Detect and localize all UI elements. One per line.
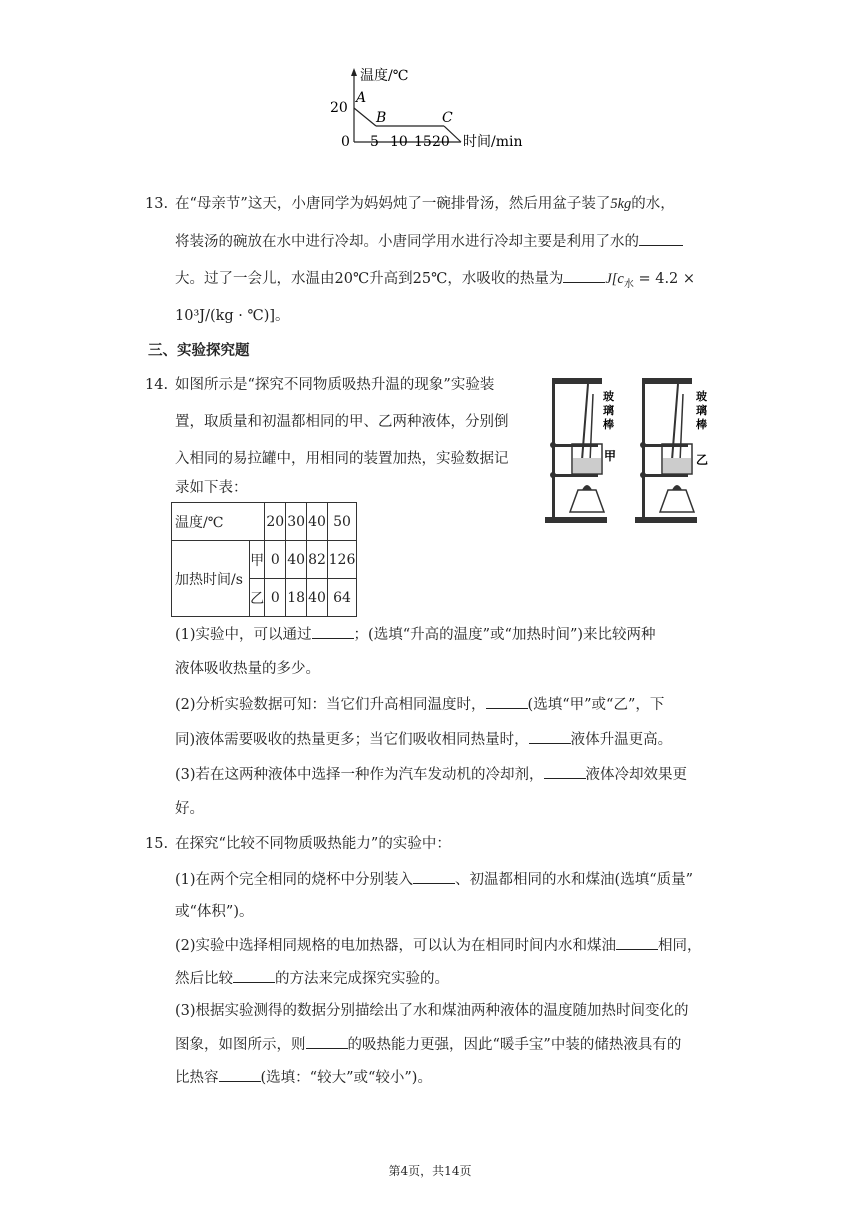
q13-sub: 水 (623, 278, 634, 290)
table-cell: 18 (286, 579, 307, 617)
table-row (172, 503, 357, 541)
rod-label: 玻 (603, 390, 614, 403)
answer-blank[interactable] (563, 268, 605, 283)
table-cell: 126 (328, 541, 357, 579)
table-cell: 20 (265, 503, 286, 541)
q14-line: 录如下表： (175, 480, 248, 496)
q14-text: (2)分析实验数据可知：当它们升高相同温度时， (175, 697, 486, 713)
q13-temp2: 25℃ (412, 271, 448, 287)
table-cell: 50 (328, 503, 357, 541)
q13-text: 的水， (631, 196, 675, 212)
row-name: 乙 (249, 579, 264, 617)
rod-label: 玻 (696, 390, 707, 403)
graph-xtick: 15 (414, 134, 432, 150)
q14-line: 如图所示是“探究不同物质吸热升温的现象”实验装 (175, 377, 495, 393)
q13-text: 大。过了一会儿，水温由 (175, 271, 335, 287)
q14-text: 液体冷却效果更 (585, 767, 688, 783)
q13-text: 升高到 (369, 271, 413, 287)
q13-text: 在“母亲节”这天，小唐同学为妈妈炖了一碗排骨汤，然后用盆子装了 (175, 196, 611, 212)
q13-number: 13. (145, 196, 169, 212)
q13-eq: = 4.2 × (633, 271, 696, 287)
q14-part2 (175, 694, 664, 715)
answer-blank[interactable] (413, 869, 455, 884)
q15-part2 (175, 935, 702, 956)
graph-xlabel: 时间/min (463, 134, 523, 150)
q13-unit: J[c (605, 271, 624, 287)
table-row (172, 541, 357, 579)
graph-point-a: A (356, 90, 367, 106)
q13-mass: 5kg (610, 196, 632, 212)
table-cell: 40 (307, 503, 328, 541)
rod-label: 棒 (696, 418, 707, 431)
q14-number: 14. (145, 377, 169, 393)
q14-part2-cont (175, 729, 672, 750)
q15-text: 相同， (658, 938, 702, 954)
q15-text: 然后比较 (175, 971, 233, 987)
q14-text: (选填“甲”或“乙”，下 (527, 697, 665, 713)
answer-blank[interactable] (639, 231, 683, 246)
q15-text: 的方法来完成探究实验的。 (275, 971, 449, 987)
section-title: 三、实验探究题 (148, 342, 250, 359)
q14-text: (1)实验中，可以通过 (175, 627, 312, 643)
q13-line2 (175, 231, 683, 252)
row-name: 甲 (249, 541, 264, 579)
q15-part3-cont2 (175, 1067, 432, 1088)
q15-part3-cont (175, 1034, 681, 1055)
table-cell: 64 (328, 579, 357, 617)
answer-blank[interactable] (233, 968, 275, 983)
rod-label: 璃 (603, 404, 614, 417)
page-footer: 第4页，共14页 (388, 1164, 472, 1178)
table-cell: 0 (265, 579, 286, 617)
table-cell: 40 (307, 579, 328, 617)
answer-blank[interactable] (529, 729, 571, 744)
q14-line: 置，取质量和初温都相同的甲、乙两种液体，分别倒 (175, 414, 509, 430)
q13-line4: 10³J/(kg · ℃)]。 (175, 308, 290, 324)
temperature-time-graph (326, 62, 536, 154)
rod-label: 璃 (696, 404, 707, 417)
q13-text: ，水吸收的热量为 (447, 271, 564, 287)
q14-line: 入相同的易拉罐中，用相同的装置加热，实验数据记 (175, 451, 509, 467)
temp-label: 温度/℃ (172, 503, 265, 541)
q15-text: 图象，如图所示，则 (175, 1037, 306, 1053)
rod-label: 棒 (603, 418, 614, 431)
q14-part1-cont: 液体吸收热量的多少。 (175, 661, 320, 677)
q14-part3-cont: 好。 (175, 801, 204, 817)
q13-line3 (175, 268, 695, 295)
q15-text: 的吸热能力更强，因此“暖手宝”中装的储热液具有的 (347, 1037, 682, 1053)
q15-intro: 在探究“比较不同物质吸热能力”的实验中： (175, 836, 451, 852)
q14-text: 液体升温更高。 (570, 732, 673, 748)
q15-text: (2)实验中选择相同规格的电加热器，可以认为在相同时间内水和煤油 (175, 938, 617, 954)
table-cell: 30 (286, 503, 307, 541)
graph-xtick: 5 (370, 134, 379, 150)
time-label: 加热时间/s (172, 541, 250, 617)
q14-part1 (175, 624, 656, 645)
heating-apparatus-figure (540, 372, 720, 532)
table-cell: 0 (265, 541, 286, 579)
table-cell: 40 (286, 541, 307, 579)
q15-part3: (3)根据实验测得的数据分别描绘出了水和煤油两种液体的温度随加热时间变化的 (175, 1003, 689, 1019)
q13-text: 将装汤的碗放在水中进行冷却。小唐同学用水进行冷却主要是利用了水的 (175, 234, 639, 250)
q15-text: (选填：“较大”或“较小”)。 (260, 1070, 432, 1086)
table-cell: 82 (307, 541, 328, 579)
q14-part3 (175, 764, 687, 785)
graph-origin: 0 (341, 134, 350, 150)
q14-text: (3)若在这两种液体中选择一种作为汽车发动机的冷却剂， (175, 767, 544, 783)
data-table (171, 502, 357, 617)
answer-blank[interactable] (486, 694, 528, 709)
q13-temp1: 20℃ (334, 271, 370, 287)
q15-text: (1)在两个完全相同的烧杯中分别装入 (175, 872, 414, 888)
answer-blank[interactable] (616, 935, 658, 950)
q15-text: 比热容 (175, 1070, 219, 1086)
graph-xtick: 10 (390, 134, 408, 150)
answer-blank[interactable] (544, 764, 586, 779)
q15-text: 、初温都相同的水和煤油(选填“质量” (455, 872, 694, 888)
q14-text: 同)液体需要吸收的热量更多；当它们吸收相同热量时， (175, 732, 529, 748)
graph-point-b: B (376, 110, 387, 126)
q14-text: ；(选填“升高的温度”或“加热时间”)来比较两种 (353, 627, 656, 643)
graph-point-c: C (442, 110, 453, 126)
q13-line1 (175, 194, 675, 214)
graph-ylabel: 温度/℃ (360, 68, 409, 84)
q15-number: 15. (145, 836, 169, 852)
answer-blank[interactable] (312, 624, 354, 639)
graph-y20: 20 (330, 100, 348, 116)
q15-part2-cont (175, 968, 449, 989)
graph-xtick: 20 (432, 134, 450, 150)
answer-blank[interactable] (219, 1067, 261, 1082)
left-liquid-label: 甲 (604, 449, 617, 463)
q15-part1 (175, 869, 693, 890)
right-liquid-label: 乙 (696, 453, 709, 467)
answer-blank[interactable] (306, 1034, 348, 1049)
q15-part1-cont: 或“体积”)。 (175, 904, 254, 920)
